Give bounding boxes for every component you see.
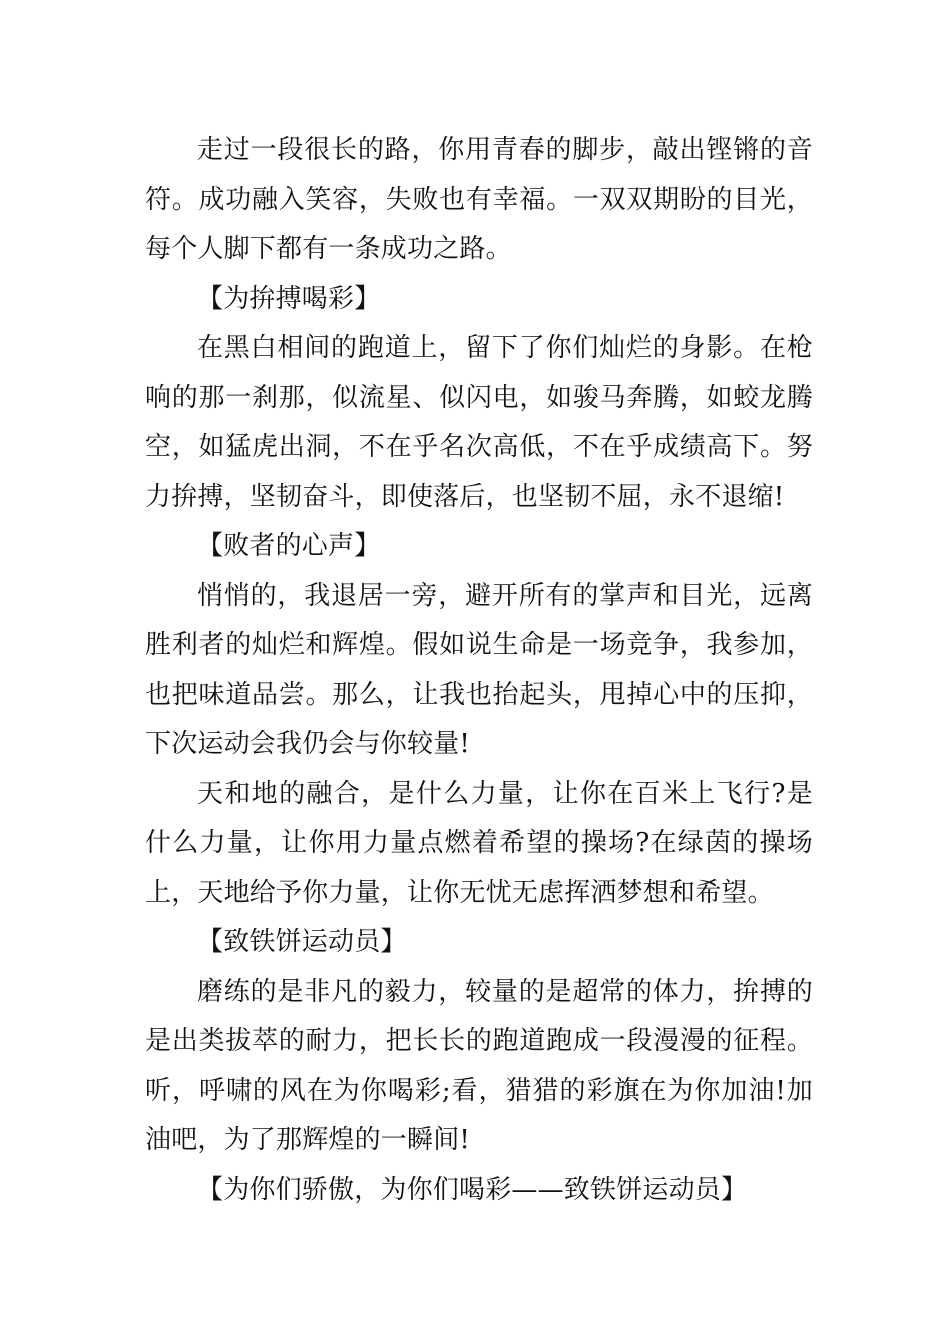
section-heading-discus-athlete: 【致铁饼运动员】 bbox=[197, 927, 407, 957]
paragraph-track: 在黑白相间的跑道上，留下了你们灿烂的身影。在枪响的那一刹那，似流星、似闪电，如骏马奔腾，如蛟龙腾空，如猛虎出洞，不在乎名次高低，不在乎成绩高下。努力拚搏，坚韧奋斗，即使落后，也坚韧不屈，永不退缩! bbox=[145, 333, 813, 512]
document-body bbox=[145, 126, 813, 1215]
paragraph-intro: 走过一段很长的路，你用青春的脚步，敲出铿锵的音符。成功融入笑容，失败也有幸福。一双双期盼的目光，每个人脚下都有一条成功之路。 bbox=[145, 135, 813, 264]
section-heading-proud-of-you: 【为你们骄傲，为你们喝彩——致铁饼运动员】 bbox=[197, 1174, 748, 1205]
paragraph-perseverance: 磨练的是非凡的毅力，较量的是超常的体力，拚搏的是出类拔萃的耐力，把长长的跑道跑成一段漫漫的征程。听，呼啸的风在为你喝彩;看，猎猎的彩旗在为你加油!加油吧，为了那辉煌的一瞬间! bbox=[145, 976, 813, 1155]
paragraph-heaven-earth: 天和地的融合，是什么力量，让你在百米上飞行?是什么力量，让你用力量点燃着希望的操场?在绿茵的操场上，天地给予你力量，让你无忧无虑挥洒梦想和希望。 bbox=[145, 778, 813, 908]
section-heading-loser-voice: 【败者的心声】 bbox=[197, 531, 381, 561]
paragraph-retreat: 悄悄的，我退居一旁，避开所有的掌声和目光，远离胜利者的灿烂和辉煌。假如说生命是一场竞争，我参加，也把味道品尝。那么，让我也抬起头，甩掉心中的压抑，下次运动会我仍会与你较量! bbox=[145, 580, 813, 759]
section-heading-cheer-struggle: 【为拚搏喝彩】 bbox=[197, 283, 381, 314]
